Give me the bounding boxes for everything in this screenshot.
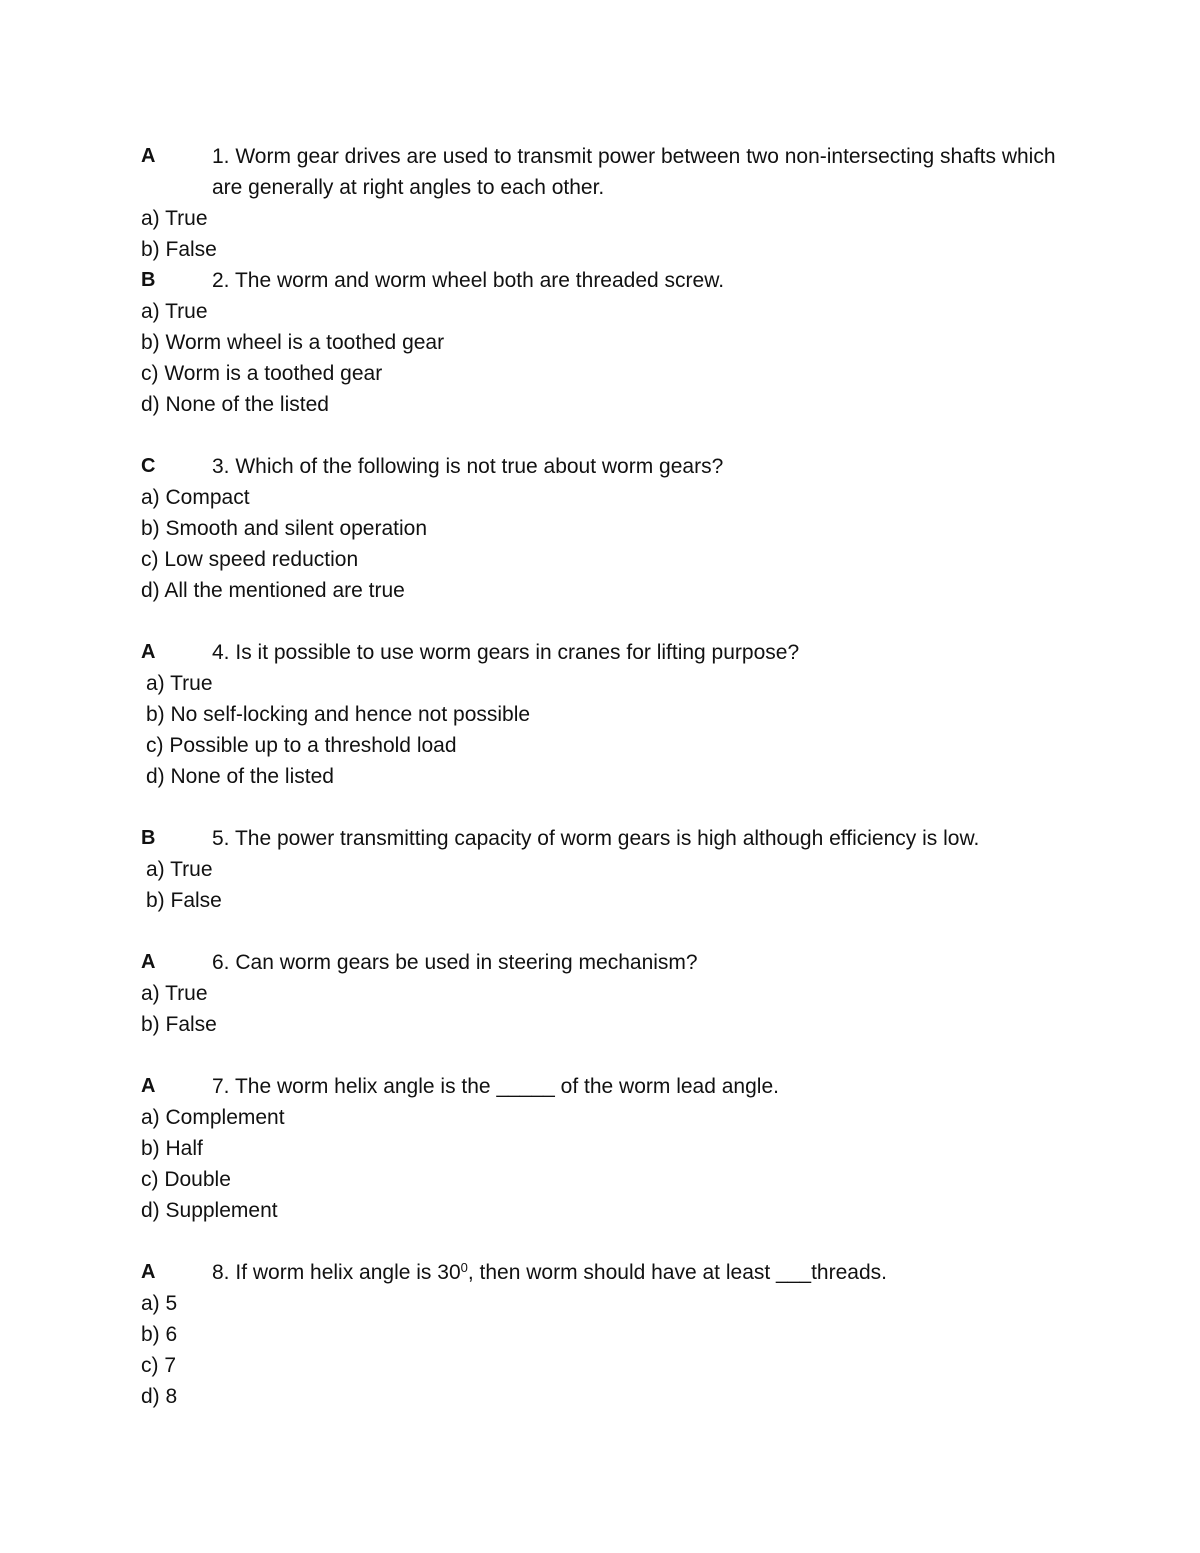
question-number: 5. [212, 827, 230, 850]
question-line [141, 823, 1061, 854]
answer-key: A [141, 1261, 156, 1283]
option: a) Complement [141, 1106, 285, 1129]
option: b) False [146, 889, 222, 912]
question-body-after: , then worm should have at least ___threads. [467, 1261, 887, 1284]
option: a) True [141, 207, 208, 230]
question-body: The worm helix angle is the _____ of the worm lead angle. [234, 1075, 779, 1098]
option: d) Supplement [141, 1199, 278, 1222]
spacer [141, 1226, 1061, 1257]
answer-key: A [141, 951, 156, 973]
option: c) Possible up to a threshold load [146, 734, 457, 757]
option: d) None of the listed [146, 765, 334, 788]
question-body: The worm and worm wheel both are threaded screw. [234, 269, 725, 292]
option: c) Worm is a toothed gear [141, 362, 383, 385]
question-text [212, 1257, 1061, 1288]
question-2 [141, 265, 1061, 420]
question-1 [141, 141, 1061, 265]
question-number: 6. [212, 951, 230, 974]
question-text [212, 637, 1061, 668]
answer-key: B [141, 269, 156, 291]
question-body: Worm gear drives are used to transmit power between two non-intersecting shafts which are generally at right angles to each other. [212, 145, 1056, 199]
option: b) Smooth and silent operation [141, 517, 428, 540]
option: a) True [141, 982, 208, 1005]
question-number: 8. [212, 1261, 230, 1284]
question-text [212, 823, 1061, 854]
option: a) True [141, 300, 208, 323]
question-line [141, 451, 1061, 482]
question-text [212, 451, 1061, 482]
option: b) False [141, 238, 217, 261]
answer-key: A [141, 145, 156, 167]
option: b) 6 [141, 1323, 178, 1346]
answer-key: B [141, 827, 156, 849]
option: a) True [146, 858, 213, 881]
spacer [141, 1040, 1061, 1071]
option: b) Half [141, 1137, 203, 1160]
question-line [141, 1257, 1061, 1288]
option: d) 8 [141, 1385, 178, 1408]
question-text [212, 265, 1061, 296]
option: a) 5 [141, 1292, 178, 1315]
answer-key: A [141, 1075, 156, 1097]
question-text [212, 1071, 1061, 1102]
question-text [212, 947, 1061, 978]
quiz-page [141, 141, 1061, 1412]
question-body: The power transmitting capacity of worm gears is high although efficiency is low. [234, 827, 980, 850]
question-5 [141, 823, 1061, 916]
spacer [141, 420, 1061, 451]
question-body: Can worm gears be used in steering mechanism? [235, 951, 698, 974]
question-line [141, 141, 1061, 203]
question-line [141, 1071, 1061, 1102]
question-line [141, 265, 1061, 296]
answer-key: C [141, 455, 156, 477]
option: a) True [146, 672, 213, 695]
question-line [141, 947, 1061, 978]
question-body: Is it possible to use worm gears in cranes for lifting purpose? [235, 641, 800, 664]
option: b) Worm wheel is a toothed gear [141, 331, 445, 354]
question-number: 7. [212, 1075, 230, 1098]
question-3 [141, 451, 1061, 606]
option: c) 7 [141, 1354, 177, 1377]
question-number: 1. [212, 145, 230, 168]
option: c) Double [141, 1168, 231, 1191]
question-body: Which of the following is not true about worm gears? [235, 455, 724, 478]
question-number: 2. [212, 269, 230, 292]
option: d) All the mentioned are true [141, 579, 405, 602]
question-number: 3. [212, 455, 230, 478]
question-4 [141, 637, 1061, 792]
spacer [141, 792, 1061, 823]
option: b) No self-locking and hence not possible [146, 703, 531, 726]
answer-key: A [141, 641, 156, 663]
question-text [212, 141, 1061, 203]
option: b) False [141, 1013, 217, 1036]
superscript: 0 [460, 1260, 468, 1275]
question-number: 4. [212, 641, 230, 664]
option: d) None of the listed [141, 393, 329, 416]
option: a) Compact [141, 486, 250, 509]
question-6 [141, 947, 1061, 1040]
spacer [141, 606, 1061, 637]
question-line [141, 637, 1061, 668]
question-8 [141, 1257, 1061, 1412]
question-7 [141, 1071, 1061, 1226]
spacer [141, 916, 1061, 947]
question-body-before: If worm helix angle is 30 [235, 1261, 461, 1284]
option: c) Low speed reduction [141, 548, 359, 571]
